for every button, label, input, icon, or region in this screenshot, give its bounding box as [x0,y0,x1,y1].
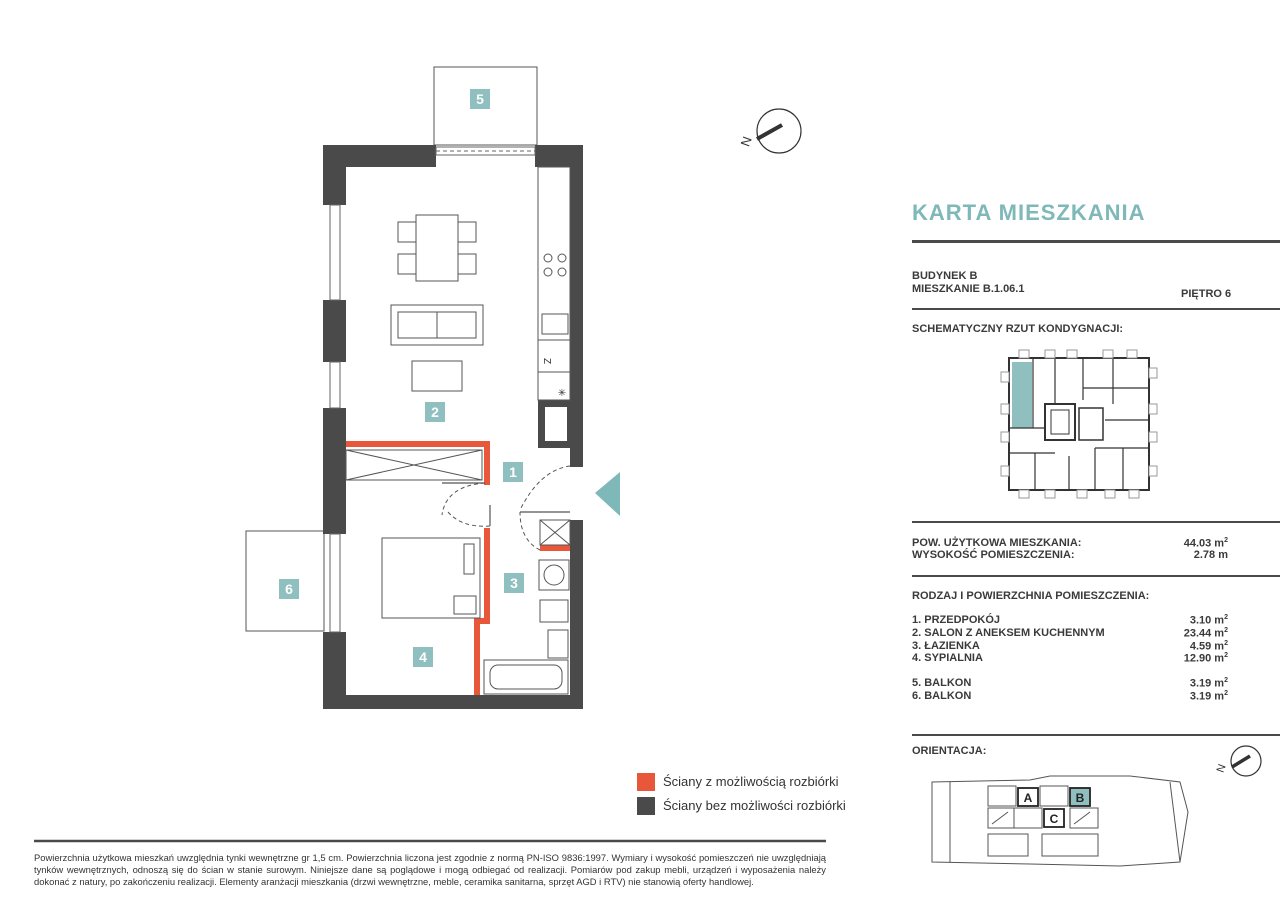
schematic-floor-plan [995,348,1165,500]
room-2-name: 2. SALON Z ANEKSEM KUCHENNYM [912,627,1105,639]
apartment-label: MIESZKANIE B.1.06.1 [912,283,1025,295]
room-3-name: 3. ŁAZIENKA [912,640,980,652]
legend-demolishable: Ściany z możliwością rozbiórki [663,774,839,789]
entrance-arrow-icon [595,472,620,516]
room-5-name: 5. BALKON [912,677,972,689]
height-label: WYSOKOŚĆ POMIESZCZENIA: [912,549,1075,561]
dishwasher-icon: ✳ [557,388,567,399]
room-6-name: 6. BALKON [912,690,972,702]
rule-4 [912,734,1280,736]
page-title: KARTA MIESZKANIA [912,200,1146,225]
sofa [391,305,483,345]
room-number-4: 4 [419,649,427,665]
legend-permanent: Ściany bez możliwości rozbiórki [663,798,846,813]
room-3-area: 4.59 $m^2$ [1189,640,1228,653]
legend-swatch-demolishable [637,773,655,791]
room-number-1: 1 [509,464,517,480]
wardrobe [346,450,482,480]
room-2-area: 23.44 $m^2$ [1183,627,1228,640]
room-number-3: 3 [510,575,518,591]
height-value: 2.78 m [1193,549,1228,561]
site-building-b: B [1075,791,1085,805]
room-4-name: 4. SYPIALNIA [912,652,983,664]
room-number-6: 6 [285,581,293,597]
building-label: BUDYNEK B [912,270,978,282]
footnote: Powierzchnia użytkowa mieszkań uwzględnia tynki wewnętrzne gr 1,5 cm. Powierzchnia liczona jest zgodnie z normą PN-ISO 9836:1997. Wymiary i wysokość pomieszczeń nie uwzględniają tynków wewnętrznych, odnoszą się do ścian w stanie surowym. Niniejsze dane są poglądowe i mogą odbiegać od realizacji. Pomiarów pod zakup mebli, urządzeń i wyposażenia należy dokonać z natury, po zakończeniu realizacji. Elementy aranżacji mieszkania (drzwi wewnętrzne, meble, ceramika sanitarna, sprzęt AGD i RTV) nie stanowią oferty handlowej. [34,852,826,887]
site-building-c: C [1049,812,1059,826]
compass-icon [737,109,801,153]
title-rule [912,240,1280,243]
rule-1 [912,308,1280,310]
legend-swatch-permanent [637,797,655,815]
fridge-letter: Z [541,358,552,365]
orientation-compass-icon [1212,742,1268,782]
site-building-a: A [1023,791,1033,805]
coffee-table [412,361,462,391]
room-number-5: 5 [476,91,484,107]
room-1-name: 1. PRZEDPOKÓJ [912,614,1001,626]
site-plan [930,772,1192,872]
dining-set [398,215,476,281]
orientation-label: ORIENTACJA: [912,745,987,757]
usable-area-value: 44.03 $m^2$ [1183,537,1228,550]
room-4-area: 12.90 $m^2$ [1183,652,1228,665]
room-number-2: 2 [431,404,439,420]
rule-3 [912,575,1280,577]
rooms-heading: RODZAJ I POWIERZCHNIA POMIESZCZENIA: [912,590,1150,602]
svg-text:N: N [737,134,755,149]
rule-2 [912,521,1280,523]
room-5-area: 3.19 $m^2$ [1189,677,1228,690]
bed [382,538,480,618]
room-1-area: 3.10 $m^2$ [1189,614,1228,627]
room-6-area: 3.19 $m^2$ [1189,690,1228,703]
kitchen-counter [538,167,570,400]
usable-area-label: POW. UŻYTKOWA MIESZKANIA: [912,537,1082,549]
svg-text:N: N [1214,762,1229,775]
schematic-label: SCHEMATYCZNY RZUT KONDYGNACJI: [912,323,1124,335]
floor-label: PIĘTRO 6 [1181,288,1232,300]
